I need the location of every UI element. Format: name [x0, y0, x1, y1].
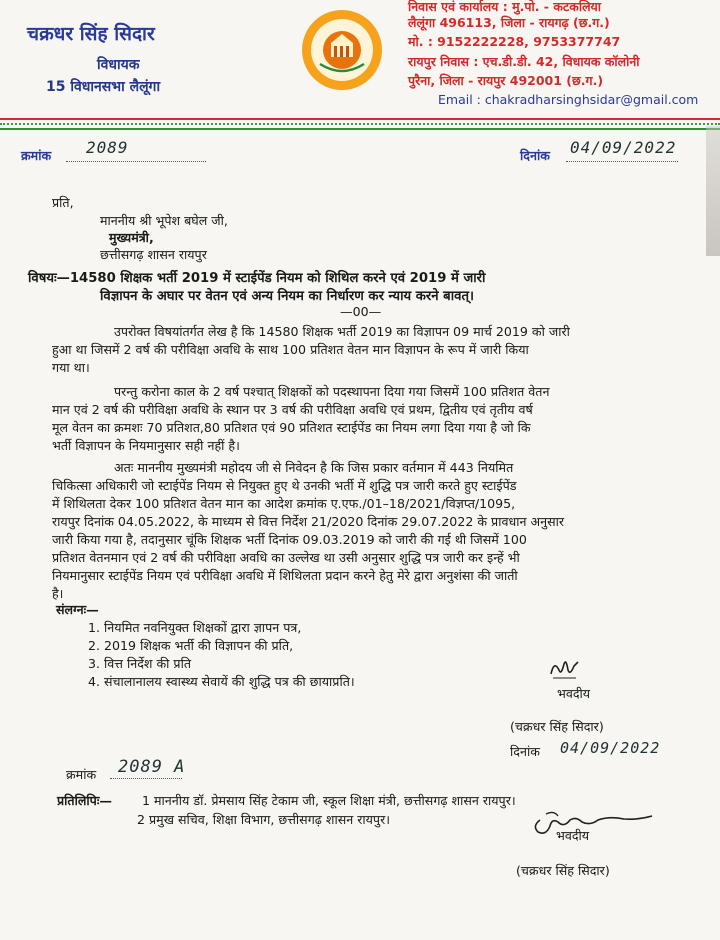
header-rule-green	[0, 128, 720, 130]
para3-line7: नियमानुसार स्टाईपेंड नियम एवं परीविक्षा अवधि में शिथिलता प्रदान करने हेतु मेरे द्वारा अनुशंसा की जाती	[52, 568, 518, 583]
enclosures-label: संलग्नः—	[56, 602, 99, 617]
para3-line4: रायपुर दिनांक 04.05.2022, के माध्यम से वित्त निर्देश 21/2020 दिनांक 29.07.2022 के प्रावधान अनुसार	[52, 514, 564, 529]
raipur-address-line1: रायपुर निवास : एच.डी.डी. 42, विधायक कॉलोनी	[408, 54, 640, 69]
para3-line2: चिकित्सा अधिकारी जो स्टाईपेंड नियम से नियुक्त हुए थे उनकी भर्ती में शुद्धि पत्र जारी करते हुए स्टाईपेंड	[52, 478, 517, 493]
enclosure-item-4: 4. संचालानालय स्वास्थ्य सेवायें की शुद्धि पत्र की छायाप्रति।	[88, 674, 355, 689]
phone-numbers: मो. : 9152222228, 9753377747	[408, 34, 621, 49]
date-value: 04/09/2022	[570, 138, 677, 157]
subject-separator: —00—	[340, 304, 382, 319]
enclosure-item-3: 3. वित्त निर्देश की प्रति	[88, 656, 192, 671]
para2-line3: मूल वेतन का क्रमशः 70 प्रतिशत,80 प्रतिशत एवं 90 प्रतिशत स्टाईपेंड का नियम लगा दिया गया है जो कि	[52, 420, 531, 435]
prati-label: प्रति,	[52, 195, 74, 210]
mla-name: चक्रधर सिंह सिदार	[27, 23, 155, 45]
header-rule-red	[0, 118, 720, 120]
header-rule-dotted	[0, 123, 720, 125]
signatory-name: (चक्रधर सिंह सिदार)	[510, 719, 604, 734]
signature-date: 04/09/2022	[560, 739, 661, 757]
ref-label: क्रमांक	[21, 148, 52, 163]
para1-line1: उपरोक्त विषयांतर्गत लेख है कि 14580 शिक्षक भर्ती 2019 का विज्ञापन 09 मार्च 2019 को जारी	[114, 324, 570, 339]
para1-line3: गया था।	[52, 360, 90, 375]
copy-ref-dotted-line	[110, 778, 182, 779]
para3-line5: जारी किया गया है, तदानुसार चूंकि शिक्षक भर्ती दिनांक 09.03.2019 को जारी की गई थी जिसमें 100	[52, 532, 527, 547]
copy-line1: 1 माननीय डॉ. प्रेमसाय सिंह टेकाम जी, स्कूल शिक्षा मंत्री, छत्तीसगढ़ शासन रायपुर।	[142, 793, 516, 808]
ref-number: 2089	[86, 138, 129, 157]
full-signature	[528, 806, 658, 840]
closing-bhavadiya: भवदीय	[557, 686, 591, 701]
email-address: Email : chakradharsinghsidar@gmail.com	[438, 92, 699, 107]
recipient-line2: मुख्यमंत्री,	[109, 230, 154, 245]
para2-line2: मान एवं 2 वर्ष की परीविक्षा अवधि के स्थान पर 3 वर्ष की परीविक्षा अवधि एवं प्रथम, द्वितीय एवं तृतीय वर्ष	[52, 402, 533, 417]
date-label: दिनांक	[520, 148, 550, 163]
enclosure-item-1: 1. नियमित नवनियुक्त शिक्षकों द्वारा ज्ञापन पत्र,	[88, 620, 302, 635]
signature-date-label: दिनांक	[510, 744, 540, 759]
vidhansabha-emblem-logo	[300, 8, 384, 92]
copy-closing-bhavadiya: भवदीय	[556, 828, 590, 843]
copy-label: प्रतिलिपिः—	[57, 793, 112, 808]
subject-line2: विज्ञापन के अघार पर वेतन एवं अन्य नियम का निर्धारण कर न्याय करने बावत्।	[100, 289, 474, 304]
para2-line4: भर्ती विज्ञापन के नियमानुसार सही नहीं है।	[52, 438, 240, 453]
signature-initials	[548, 656, 582, 682]
designation: विधायक	[97, 57, 140, 73]
copy-ref-number: 2089 A	[118, 757, 186, 777]
ref-dotted-line	[66, 161, 206, 162]
constituency: 15 विधानसभा लैलूंगा	[46, 79, 161, 95]
residence-address-line1: निवास एवं कार्यालय : मु.पो. - कटकलिया	[408, 0, 602, 14]
page-edge-shadow	[706, 126, 720, 256]
para3-line8: है।	[52, 586, 64, 601]
para2-line1: परन्तु करोना काल के 2 वर्ष पश्चात् शिक्षकों को पदस्थापना दिया गया जिसमें 100 प्रतिशत वेतन	[114, 384, 550, 399]
enclosure-item-2: 2. 2019 शिक्षक भर्ती की विज्ञापन की प्रति,	[88, 638, 294, 653]
raipur-address-line2: पुरैना, जिला - रायपुर 492001 (छ.ग.)	[408, 73, 604, 88]
copy-signatory-name: (चक्रधर सिंह सिदार)	[516, 863, 610, 878]
para3-line3: में शिथिलता देकर 100 प्रतिशत वेतन मान का आदेश क्रमांक ए.एफ./01–18/2021/विज्ञप्त/1095,	[52, 496, 516, 511]
subject-line1: विषयः—14580 शिक्षक भर्ती 2019 में स्टाईपेंड नियम को शिथिल करने एवं 2019 में जारी	[28, 271, 486, 286]
recipient-line1: माननीय श्री भूपेश बघेल जी,	[100, 213, 228, 228]
residence-address-line2: लैलूंगा 496113, जिला - रायगढ़ (छ.ग.)	[408, 15, 610, 30]
para1-line2: हुआ था जिसमें 2 वर्ष की परीविक्षा अवधि के साथ 100 प्रतिशत वेतन मान विज्ञापन के रूप में जारी किया	[52, 342, 529, 357]
recipient-line3: छत्तीसगढ़ शासन रायपुर	[100, 247, 207, 262]
copy-line2: 2 प्रमुख सचिव, शिक्षा विभाग, छत्तीसगढ़ शासन रायपुर।	[137, 812, 391, 827]
para3-line6: प्रतिशत वेतनमान एवं 2 वर्ष की परीविक्षा अवधि का उल्लेख था उसी अनुसार शुद्धि पत्र जारी कर इन्हें भी	[52, 550, 520, 565]
copy-ref-label: क्रमांक	[66, 767, 97, 782]
para3-line1: अतः माननीय मुख्यमंत्री महोदय जी से निवेदन है कि जिस प्रकार वर्तमान में 443 नियमित	[114, 460, 514, 475]
date-dotted-line	[566, 161, 678, 162]
